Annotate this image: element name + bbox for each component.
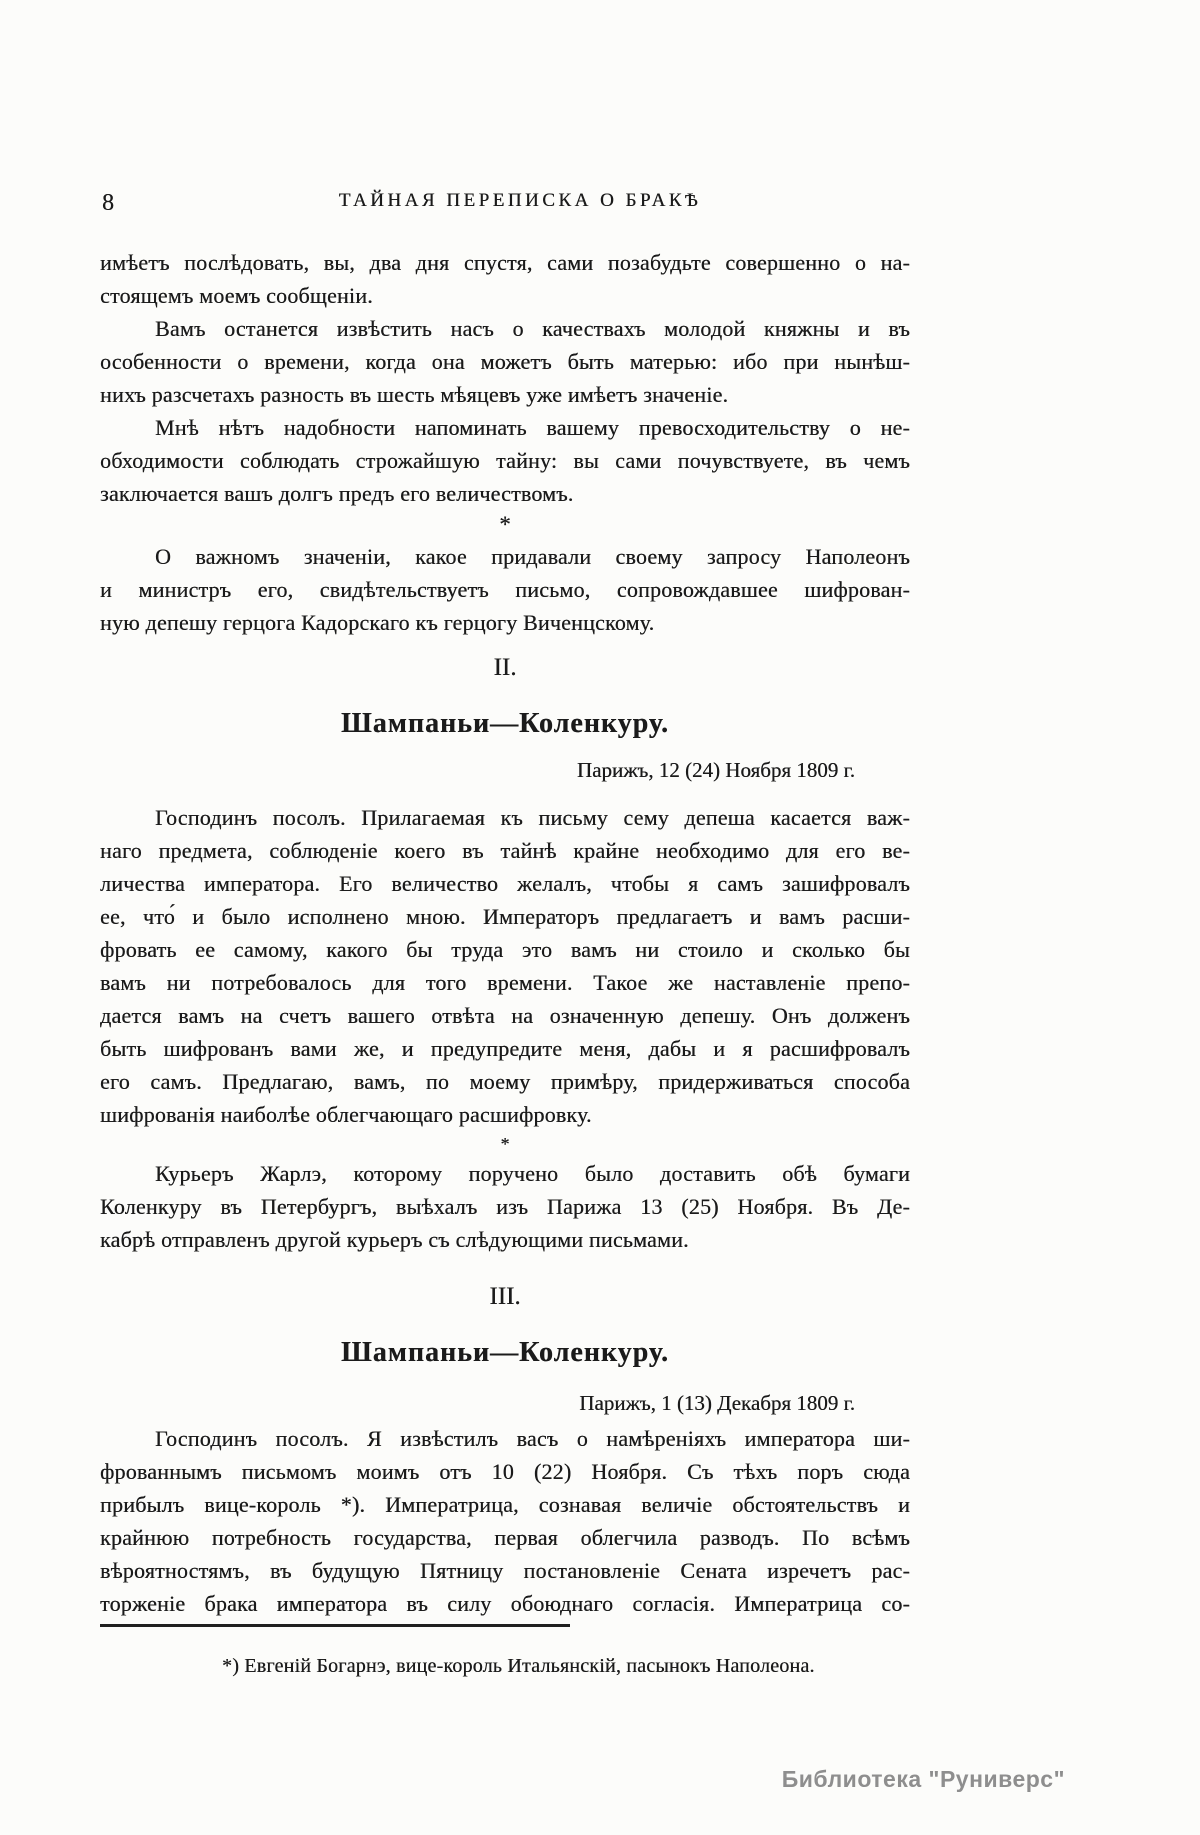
paragraph bbox=[100, 411, 910, 510]
text-line: обходимости соблюдать строжайшую тайну: вы сами почувствуете, въ чемъ bbox=[100, 448, 910, 473]
running-header bbox=[100, 190, 910, 216]
text-line: вѣроятностямъ, въ будущую Пятницу постановленіе Сената изречетъ рас- bbox=[100, 1558, 910, 1583]
paragraph bbox=[100, 246, 910, 312]
text-line: крайнюю потребность государства, первая облегчила разводъ. По всѣмъ bbox=[100, 1525, 910, 1550]
text-line: шифрованія наиболѣе облегчающаго расшифровку. bbox=[100, 1102, 592, 1127]
footnote-rule bbox=[100, 1624, 570, 1627]
text-line: его самъ. Предлагаю, вамъ, по моему примѣру, придерживаться способа bbox=[100, 1069, 910, 1094]
text-line: дается вамъ на счетъ вашего отвѣта на означенную депешу. Онъ долженъ bbox=[100, 1003, 910, 1028]
text-line: фрованнымъ письмомъ моимъ отъ 10 (22) Ноября. Съ тѣхъ поръ сюда bbox=[100, 1459, 910, 1484]
paragraph bbox=[100, 312, 910, 411]
text-line: Вамъ останется извѣстить насъ о качествахъ молодой княжны и въ bbox=[155, 316, 910, 341]
text-line: вамъ ни потребовалось для того времени. Такое же наставленіе препо- bbox=[100, 970, 910, 995]
paragraph bbox=[100, 540, 910, 639]
section-number: II. bbox=[493, 654, 517, 681]
dateline: Парижъ, 12 (24) Ноября 1809 г. bbox=[576, 758, 855, 782]
dateline: Парижъ, 1 (13) Декабря 1809 г. bbox=[579, 1391, 855, 1415]
text-line: торженіе брака императора въ силу обоюднаго согласія. Императрица со- bbox=[100, 1591, 910, 1616]
text-line: Коленкуру въ Петербургъ, выѣхалъ изъ Парижа 13 (25) Ноября. Въ Де- bbox=[100, 1194, 910, 1219]
text-line: личества императора. Его величество желалъ, чтобы я самъ зашифровалъ bbox=[100, 871, 910, 896]
text-line: фровать ее самому, какого бы труда это вамъ ни стоило и сколько бы bbox=[100, 937, 910, 962]
section-number: III. bbox=[489, 1283, 521, 1310]
text-line: и министръ его, свидѣтельствуетъ письмо, сопровождавшее шифрован- bbox=[100, 577, 910, 602]
page-number: 8 bbox=[102, 190, 114, 216]
text-line: имѣетъ послѣдовать, вы, два дня спустя, сами позабудьте совершенно о на- bbox=[100, 250, 910, 275]
text-line: кабрѣ отправленъ другой курьеръ съ слѣдующими письмами. bbox=[100, 1227, 689, 1252]
running-title: ТАЙНАЯ ПЕРЕПИСКА О БРАКѢ bbox=[338, 190, 702, 211]
paragraph bbox=[100, 1157, 910, 1256]
library-watermark: Библиотека "Руниверс" bbox=[781, 1766, 1065, 1792]
footnote-text: *) Евгеній Богарнэ, вице-король Итальянскій, пасынокъ Наполеона. bbox=[222, 1655, 815, 1677]
text-line: стоящемъ моемъ сообщеніи. bbox=[100, 283, 373, 308]
asterisk-separator: * bbox=[500, 1134, 510, 1154]
text-line: нихъ разсчетахъ разность въ шесть мѣяцевъ уже имѣетъ значеніе. bbox=[100, 382, 729, 407]
text-line: прибылъ вице-король *). Императрица, сознавая величіе обстоятельствъ и bbox=[100, 1492, 910, 1517]
text-line: ее, что́ и было исполнено мною. Императоръ предлагаетъ и вамъ расши- bbox=[100, 904, 910, 929]
text-line: Мнѣ нѣтъ надобности напоминать вашему превосходительству о не- bbox=[155, 415, 910, 440]
asterisk-separator: * bbox=[499, 512, 511, 537]
text-line: заключается вашъ долгъ предъ его величествомъ. bbox=[100, 481, 574, 506]
letter-body bbox=[100, 801, 910, 1131]
text-line: Господинъ посолъ. Прилагаемая къ письму сему депеша касается важ- bbox=[155, 805, 910, 830]
letter-body bbox=[100, 1422, 910, 1620]
text-line: быть шифрованъ вами же, и предупредите меня, дабы и я расшифровалъ bbox=[100, 1036, 910, 1061]
letter-heading: Шампаньи—Коленкуру. bbox=[341, 1337, 669, 1368]
text-line: наго предмета, соблюденіе коего въ тайнѣ крайне необходимо для его ве- bbox=[100, 838, 910, 863]
text-line: Господинъ посолъ. Я извѣстилъ васъ о намѣреніяхъ императора ши- bbox=[155, 1426, 910, 1451]
letter-heading: Шампаньи—Коленкуру. bbox=[341, 708, 669, 739]
text-line: О важномъ значеніи, какое придавали своему запросу Наполеонъ bbox=[155, 544, 910, 569]
text-block bbox=[100, 190, 910, 1679]
text-line: Курьеръ Жарлэ, которому поручено было доставить обѣ бумаги bbox=[155, 1161, 910, 1186]
text-line: ную депешу герцога Кадорскаго къ герцогу Виченцскому. bbox=[100, 610, 655, 635]
text-line: особенности о времени, когда она можетъ быть матерью: ибо при нынѣш- bbox=[100, 349, 910, 374]
